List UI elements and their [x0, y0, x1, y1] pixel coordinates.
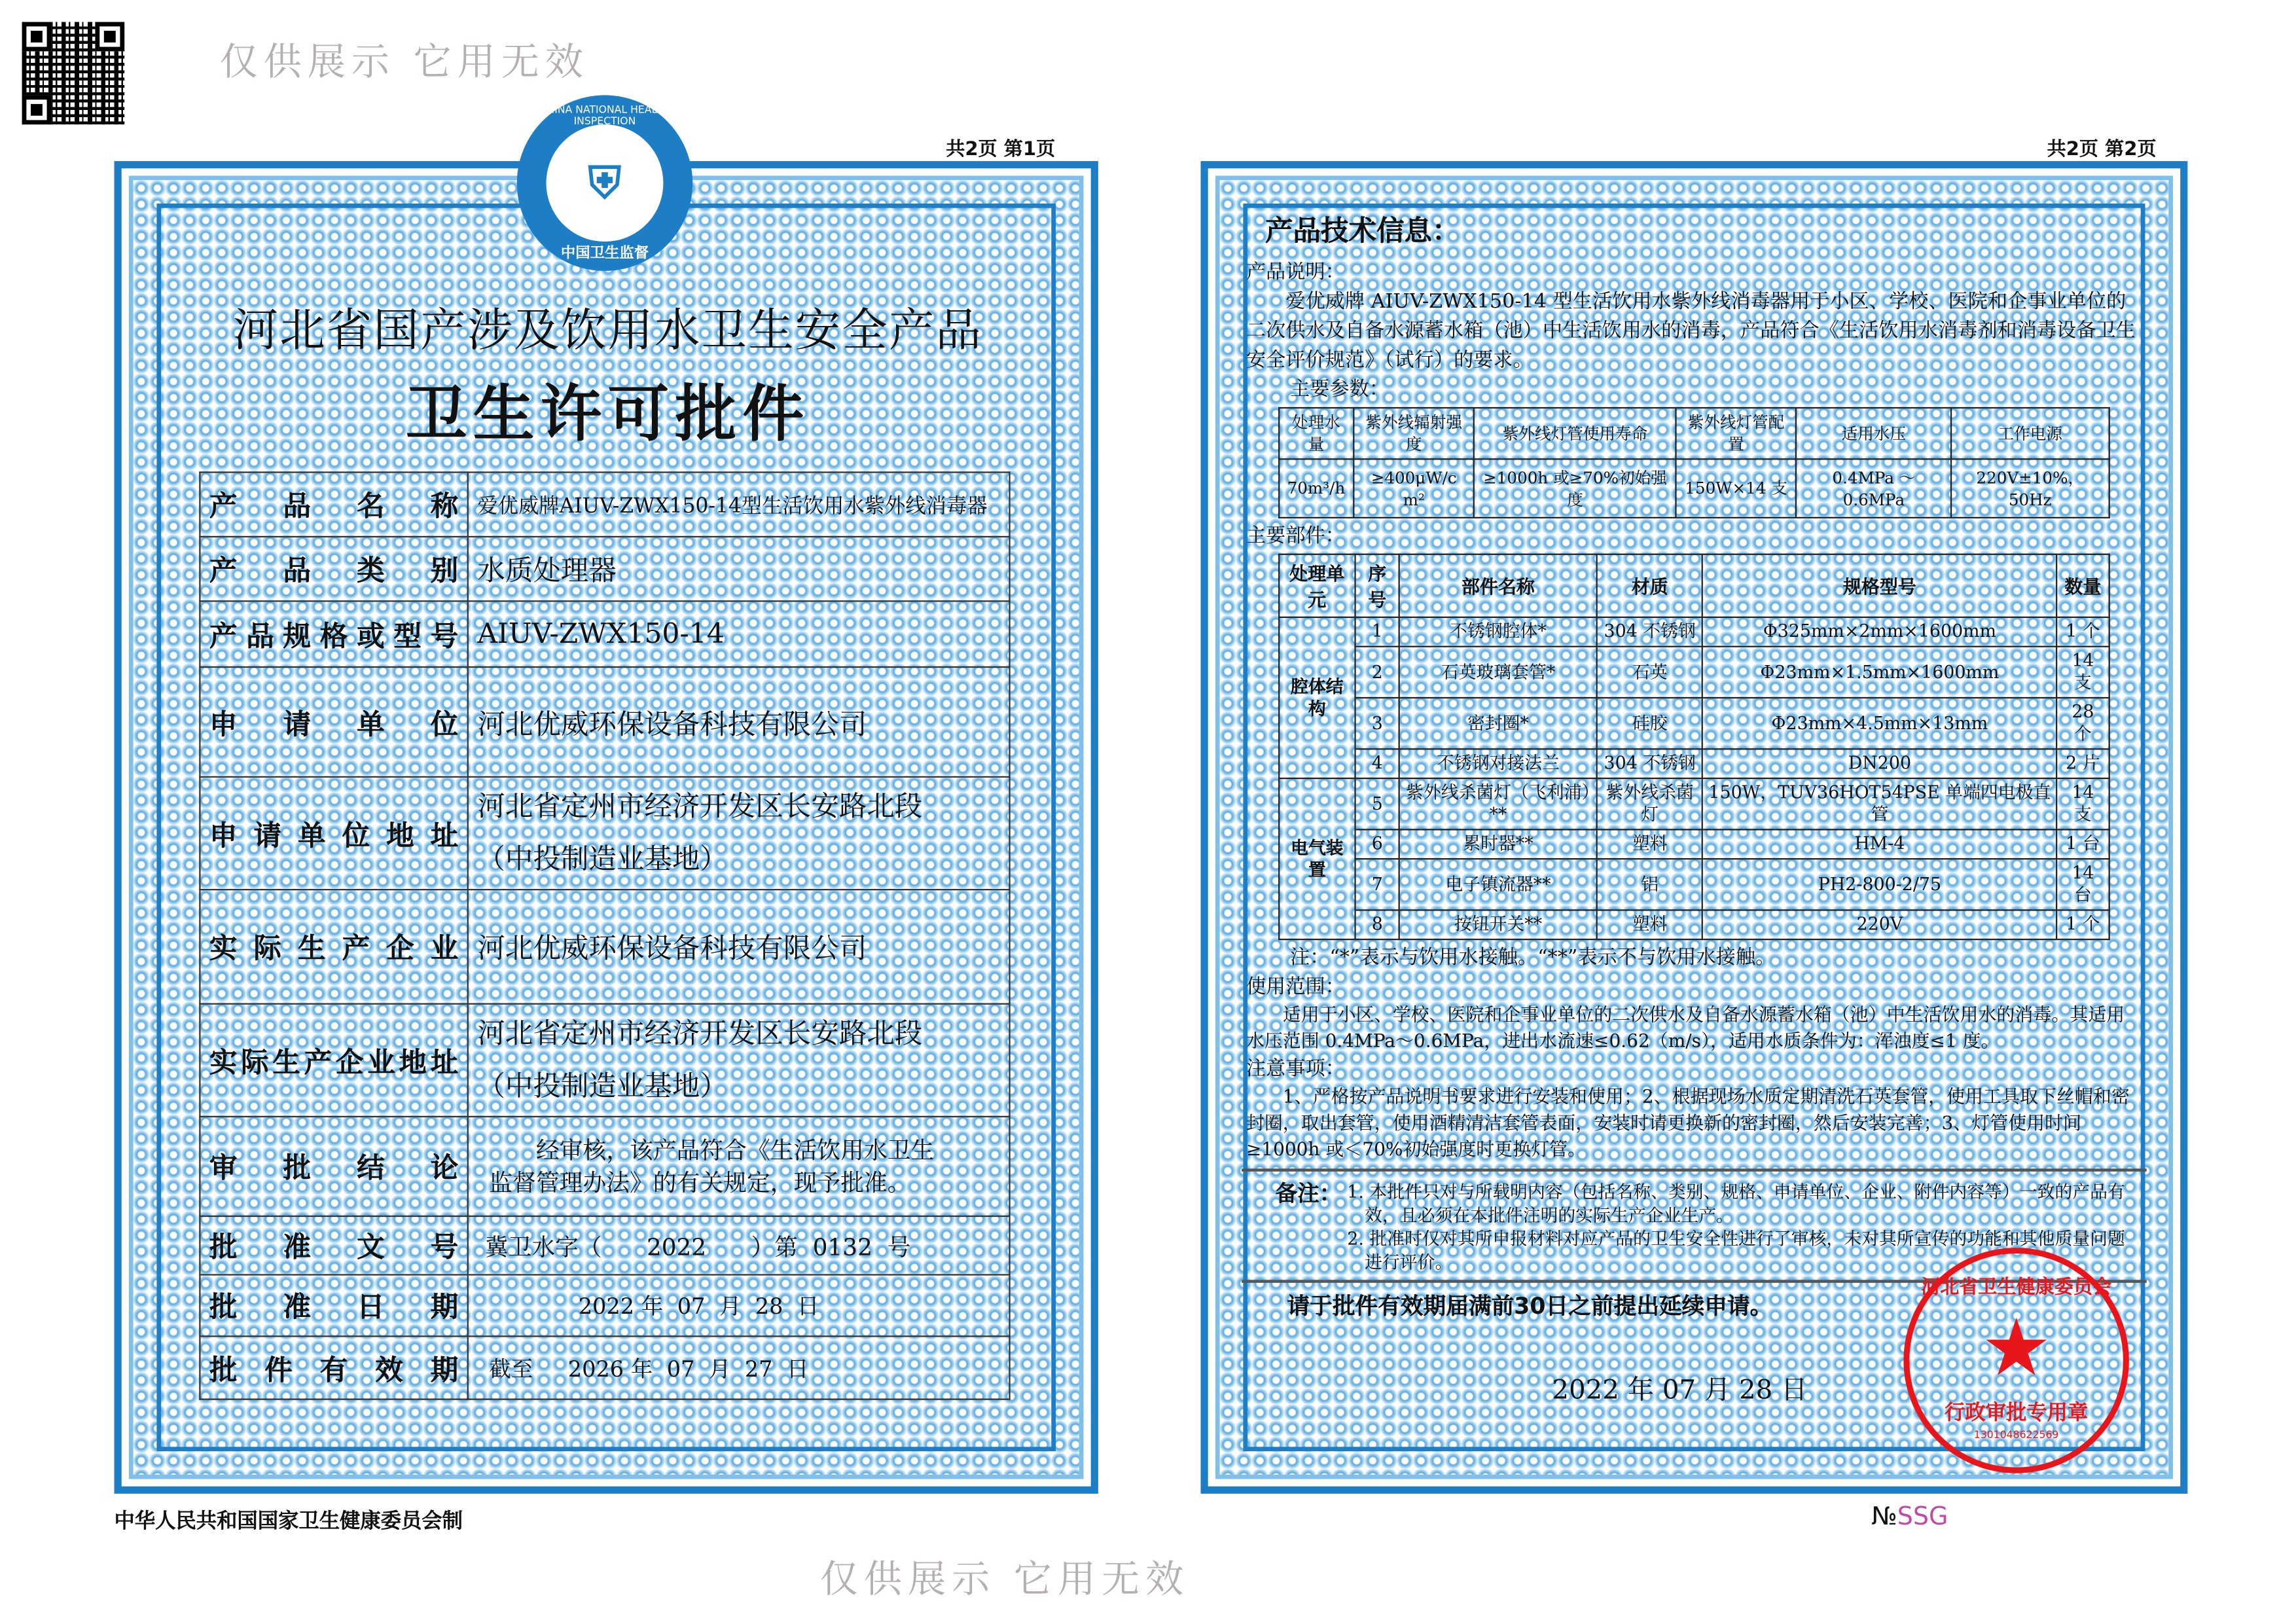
part-no: 4 — [1355, 749, 1399, 778]
parts-header: 序号 — [1355, 554, 1399, 617]
title-line-2: 卫生许可批件 — [405, 378, 810, 450]
year-label: 年 — [630, 1355, 653, 1382]
parts-row — [1279, 910, 2109, 939]
part-material: 塑料 — [1597, 829, 1703, 859]
remark-1: 1. 本批件只对与所载明内容（包括名称、类别、规格、申请单位、企业、附件内容等）一致的产品有效，且必须在本批件注明的实际生产企业生产。 — [1347, 1182, 2125, 1226]
scope-text: 适用于小区、学校、医院和企事业单位的二次供水及自备水源蓄水箱（池）中生活饮用水的消毒。其适用水压范围 0.4MPa～0.6MPa，进出水流速≤0.62（m/s），适用水质条件为：浑浊度≤1 度。 — [1246, 1003, 2125, 1052]
parts-row — [1279, 698, 2109, 749]
renewal-notice: 请于批件有效期届满前30日之前提出延续申请。 — [1287, 1293, 1773, 1320]
part-no: 3 — [1355, 698, 1399, 749]
part-qty: 14 支 — [2056, 778, 2109, 829]
qr-code — [22, 22, 125, 125]
manufacturer-address: 河北省定州市经济开发区长安路北段 — [477, 1017, 923, 1051]
param-header: 紫外线灯管配置 — [1676, 408, 1797, 459]
part-spec: HM-4 — [1703, 829, 2056, 859]
part-material: 铝 — [1597, 859, 1703, 910]
caution-label: 注意事项： — [1246, 1057, 1345, 1081]
part-spec: Φ23mm×1.5mm×1600mm — [1703, 647, 2056, 698]
conclusion: 经审核，该产品符合《生活饮用水卫生 — [535, 1135, 935, 1164]
part-no: 5 — [1355, 778, 1399, 829]
parts-row — [1279, 647, 2109, 698]
applicant: 河北优威环保设备科技有限公司 — [468, 667, 1010, 777]
part-qty: 2 片 — [2056, 749, 2109, 778]
part-material: 紫外线杀菌灯 — [1597, 778, 1703, 829]
param-header: 紫外线辐射强度 — [1354, 408, 1475, 459]
params-table — [1278, 407, 2110, 518]
part-qty: 28 个 — [2056, 698, 2109, 749]
approval-number: 0132 — [812, 1233, 872, 1261]
product-name: 爱优威牌AIUV-ZWX150-14型生活饮用水紫外线消毒器 — [468, 472, 1010, 536]
label-approval-date: 批准日期 — [209, 1291, 459, 1324]
shield-icon: ⛨ — [546, 124, 663, 242]
part-no: 8 — [1355, 910, 1399, 939]
parts-note: 注：“*”表示与饮用水接触。“**”表示不与饮用水接触。 — [1289, 946, 1776, 970]
validity-month: 07 — [666, 1355, 695, 1382]
part-spec: Φ325mm×2mm×1600mm — [1703, 617, 2056, 647]
caution-text: 1、严格按产品说明书要求进行安装和使用；2、根据现场水质定期清洗石英套管，使用工具取下丝帽和密封圈，取出套管，使用酒精清洁套管表面，安装时请更换新的密封圈，然后安装完善；3、灯管使用时间≥1000h 或＜70%初始强度时更换灯管。 — [1246, 1085, 2130, 1160]
label-validity: 批件有效期 — [209, 1354, 459, 1386]
tech-info-heading: 产品技术信息： — [1265, 215, 1460, 248]
issue-year: 2022 — [1552, 1375, 1619, 1406]
emblem-cn-text: 中国卫生监督 — [560, 245, 649, 262]
scope-label: 使用范围： — [1246, 975, 1345, 999]
part-material: 塑料 — [1597, 910, 1703, 939]
param-value: 70m³/h — [1279, 459, 1353, 517]
year-label: 年 — [641, 1293, 664, 1320]
manufacturer-address-2: （中投制造业基地） — [477, 1070, 728, 1103]
validity-year: 2026 — [567, 1355, 624, 1382]
approval-date-day: 28 — [755, 1293, 783, 1320]
part-qty: 1 个 — [2056, 617, 2109, 647]
label-manufacturer: 实际生产企业 — [209, 933, 459, 965]
part-name: 石英玻璃套管* — [1399, 647, 1597, 698]
param-value: ≥400μW/c m² — [1354, 459, 1475, 517]
watermark-text: 仅供展示 它用无效 — [819, 1558, 1190, 1602]
product-model: AIUV-ZWX150-14 — [468, 601, 1010, 667]
product-description: 爱优威牌 AIUV-ZWX150-14 型生活饮用水紫外线消毒器用于小区、学校、医院和企事业单位的二次供水及自备水源蓄水箱（池）中生活饮用水的消毒，产品符合《生活饮用水消毒剂和消毒设备卫生安全评价规范》（试行）的要求。 — [1246, 289, 2136, 372]
part-material: 石英 — [1597, 647, 1703, 698]
part-no: 6 — [1355, 829, 1399, 859]
label-manufacturer-address: 实际生产企业地址 — [209, 1046, 459, 1079]
conclusion-2: 监督管理办法》的有关规定，现予批准。 — [489, 1168, 911, 1196]
part-name: 密封圈* — [1399, 698, 1597, 749]
applicant-address-2: （中投制造业基地） — [477, 843, 728, 876]
label-model: 产品规格或型号 — [209, 620, 459, 653]
seal-bottom-text: 行政审批专用章 — [1945, 1401, 2089, 1425]
product-category: 水质处理器 — [468, 537, 1010, 601]
page-number: 共2页 第2页 — [2047, 139, 2157, 162]
param-value: 220V±10%，50Hz — [1951, 459, 2109, 517]
day-label: 日 — [786, 1355, 809, 1382]
parts-header: 数量 — [2056, 554, 2109, 617]
processing-unit: 腔体结构 — [1279, 617, 1355, 778]
month-label: 月 — [708, 1355, 731, 1382]
parts-row — [1279, 749, 2109, 778]
part-name: 累时器** — [1399, 829, 1597, 859]
license-table — [199, 471, 1010, 1399]
day-label: 日 — [797, 1293, 819, 1320]
approval-mid: ）第 — [751, 1233, 798, 1261]
validity-prefix: 截至 — [489, 1355, 533, 1382]
watermark-text: 仅供展示 它用无效 — [219, 41, 589, 85]
part-name: 不锈钢对接法兰 — [1399, 749, 1597, 778]
part-spec: Φ23mm×4.5mm×13mm — [1703, 698, 2056, 749]
part-spec: PH2-800-2/75 — [1703, 859, 2056, 910]
part-spec: 220V — [1703, 910, 2056, 939]
serial-number — [1871, 1502, 1948, 1532]
param-header: 工作电源 — [1951, 408, 2109, 459]
emblem-ring-text: CHINA NATIONAL HEALTH INSPECTION — [539, 103, 670, 128]
remark-2: 2. 批准时仅对其所申报材料对应产品的卫生安全性进行了审核，未对其所宣传的功能和其他质量问题进行评价。 — [1347, 1229, 2125, 1273]
part-spec: DN200 — [1703, 749, 2056, 778]
serial-code: SSG — [1897, 1502, 1948, 1532]
year-label: 年 — [1627, 1375, 1655, 1406]
parts-row — [1279, 859, 2109, 910]
param-header: 处理水量 — [1279, 408, 1353, 459]
part-material: 304 不锈钢 — [1597, 617, 1703, 647]
parts-header: 部件名称 — [1399, 554, 1597, 617]
label-conclusion: 审批结论 — [209, 1152, 459, 1185]
param-header: 紫外线灯管使用寿命 — [1475, 408, 1676, 459]
serial-prefix: № — [1871, 1502, 1897, 1532]
parts-header: 处理单元 — [1279, 554, 1355, 617]
validity-day: 27 — [744, 1355, 773, 1382]
health-inspection-emblem — [517, 95, 692, 270]
param-value: ≥1000h 或≥70%初始强度 — [1475, 459, 1676, 517]
page-number: 共2页 第1页 — [946, 139, 1056, 162]
param-header: 适用水压 — [1797, 408, 1951, 459]
label-applicant: 申请单位 — [209, 708, 459, 740]
part-no: 2 — [1355, 647, 1399, 698]
remarks-label: 备注： — [1275, 1180, 1342, 1207]
tech-info-column — [1246, 209, 2142, 1321]
param-value: 0.4MPa ～ 0.6MPa — [1797, 459, 1951, 517]
month-label: 月 — [719, 1293, 742, 1320]
part-name: 紫外线杀菌灯（飞利浦）** — [1399, 778, 1597, 829]
title-line-1: 河北省国产涉及饮用水卫生安全产品 — [232, 304, 983, 357]
parts-table — [1278, 554, 2110, 941]
label-category: 产品类别 — [209, 554, 459, 588]
approval-suffix: 号 — [887, 1233, 911, 1261]
approval-date-month: 07 — [677, 1293, 706, 1320]
approval-prefix: 冀卫水字（ — [484, 1233, 602, 1261]
parts-header: 材质 — [1597, 554, 1703, 617]
part-name: 按钮开关** — [1399, 910, 1597, 939]
seal-number: 1301048622569 — [1973, 1429, 2059, 1441]
star-icon: ★ — [1981, 1301, 2052, 1394]
parts-row — [1279, 829, 2109, 859]
params-label: 主要参数： — [1289, 378, 1389, 401]
approval-date-year: 2022 — [578, 1293, 635, 1320]
approval-year: 2022 — [647, 1233, 707, 1261]
month-label: 月 — [1704, 1375, 1731, 1406]
part-material: 304 不锈钢 — [1597, 749, 1703, 778]
applicant-address: 河北省定州市经济开发区长安路北段 — [477, 791, 923, 823]
issue-day: 28 — [1739, 1375, 1773, 1406]
label-applicant-address: 申请单位地址 — [209, 819, 459, 852]
issuer-footer: 中华人民共和国国家卫生健康委员会制 — [114, 1509, 463, 1534]
param-value: 150W×14 支 — [1676, 459, 1797, 517]
official-seal — [1903, 1248, 2129, 1473]
manufacturer: 河北优威环保设备科技有限公司 — [468, 890, 1010, 1004]
part-spec: 150W，TUV36HOT54PSE 单端四电极直管 — [1703, 778, 2056, 829]
part-name: 不锈钢腔体* — [1399, 617, 1597, 647]
day-label: 日 — [1781, 1375, 1808, 1406]
parts-row — [1279, 778, 2109, 829]
parts-header: 规格型号 — [1703, 554, 2056, 617]
seal-top-text: 河北省卫生健康委员会 — [1921, 1276, 2112, 1299]
desc-label: 产品说明： — [1246, 261, 1345, 285]
label-product-name: 产品名称 — [209, 490, 459, 523]
part-no: 1 — [1355, 617, 1399, 647]
label-approval-no: 批准文号 — [209, 1231, 459, 1264]
part-no: 7 — [1355, 859, 1399, 910]
part-qty: 14 支 — [2056, 647, 2109, 698]
part-material: 硅胶 — [1597, 698, 1703, 749]
parts-row — [1279, 617, 2109, 647]
part-name: 电子镇流器** — [1399, 859, 1597, 910]
divider — [1242, 1168, 2147, 1171]
part-qty: 14 台 — [2056, 859, 2109, 910]
issue-date — [1552, 1369, 1807, 1407]
issue-month: 07 — [1662, 1375, 1696, 1406]
processing-unit: 电气装置 — [1279, 778, 1355, 939]
part-qty: 1 台 — [2056, 829, 2109, 859]
parts-label: 主要部件： — [1246, 524, 1345, 548]
part-qty: 1 个 — [2056, 910, 2109, 939]
